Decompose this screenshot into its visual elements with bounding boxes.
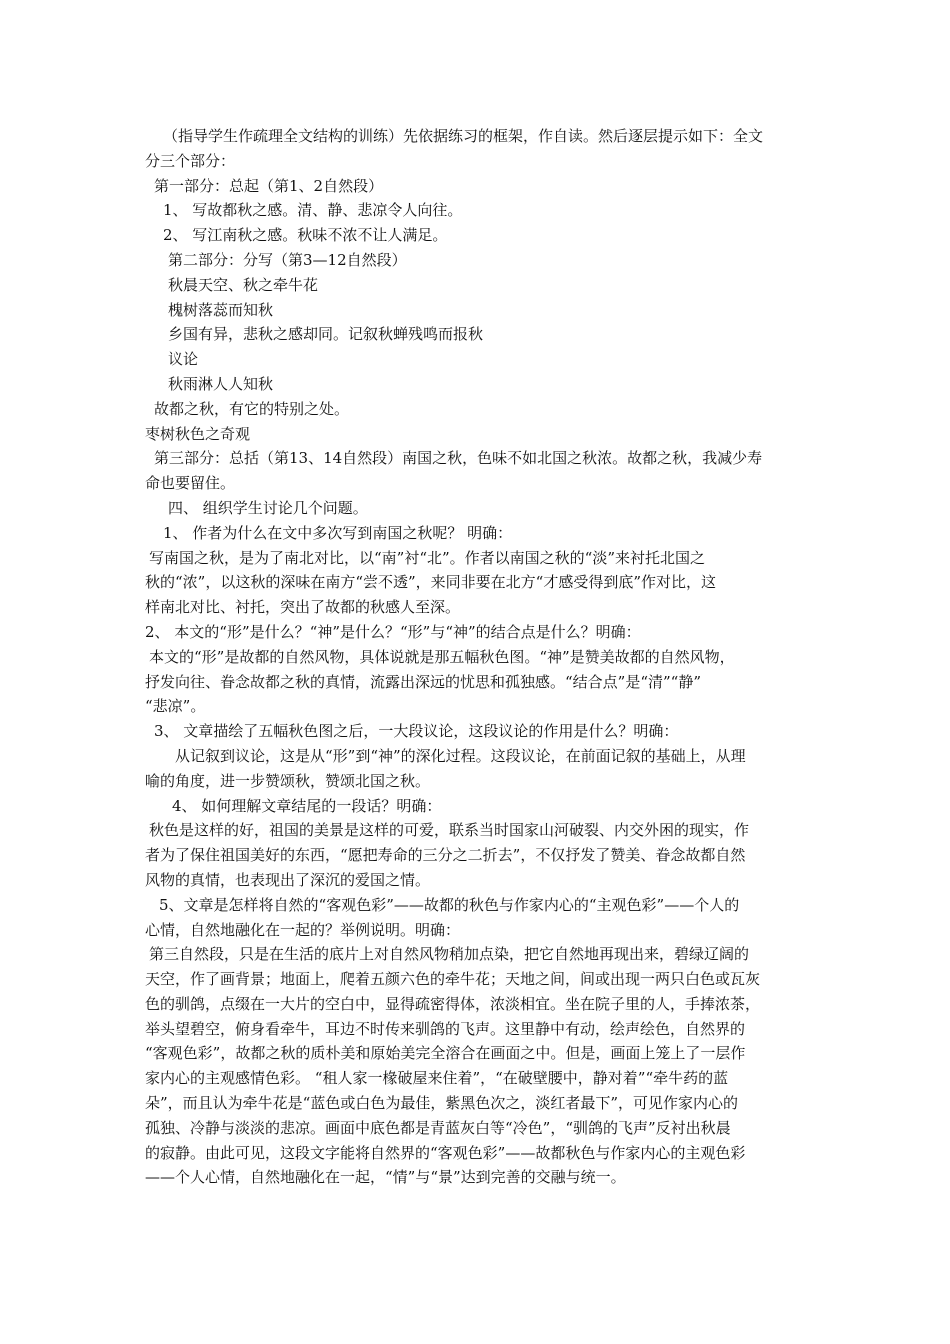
text-line: 故都之秋，有它的特别之处。 xyxy=(154,399,350,418)
text-line: 第三自然段，只是在生活的底片上对自然风物稍加点染，把它自然地再现出来，碧绿辽阔的 xyxy=(149,945,750,964)
text-line: 5、文章是怎样将自然的“客观色彩”——故都的秋色与作家内心的“主观色彩”——个人的 xyxy=(159,895,740,914)
text-line: 分三个部分： xyxy=(145,151,236,170)
text-line: 2、 写江南秋之感。秋味不浓不让人满足。 xyxy=(163,226,448,245)
text-line: 秋的“浓”，以这秋的深味在南方“尝不透”，来同非要在北方“才感受得到底”作对比，这 xyxy=(145,573,717,592)
text-line: 色的驯鸽，点缀在一大片的空白中，显得疏密得体，浓淡相宜。坐在院子里的人，手捧浓茶， xyxy=(145,994,761,1013)
text-line: 家内心的主观感情色彩。 “租人家一椽破屋来住着”，“在破壁腰中，静对着”“牵牛药的蓝 xyxy=(145,1069,729,1088)
text-line: 样南北对比、衬托，突出了故都的秋感人至深。 xyxy=(145,598,461,617)
text-line: 天空，作了画背景；地面上，爬着五颜六色的牵牛花；天地之间，间或出现一两只白色或瓦灰 xyxy=(145,970,761,989)
text-line: 秋雨淋人人知秋 xyxy=(168,374,274,393)
text-line: 槐树落蕊而知秋 xyxy=(168,300,274,319)
text-line: 秋色是这样的好，祖国的美景是这样的可爱，联系当时国家山河破裂、内交外困的现实，作 xyxy=(149,821,750,840)
text-line: 第三部分：总括（第13、14自然段）南国之秋，色味不如北国之秋浓。故都之秋，我减少寿 xyxy=(154,449,763,468)
text-line: ——个人心情，自然地融化在一起，“情”与“景”达到完善的交融与统一。 xyxy=(145,1168,626,1187)
text-line: 3、 文章描绘了五幅秋色图之后，一大段议论，这段议论的作用是什么？明确： xyxy=(154,722,679,741)
text-line: 议论 xyxy=(168,350,199,369)
text-line: “客观色彩”，故都之秋的质朴美和原始美完全溶合在画面之中。但是，画面上笼上了一层作 xyxy=(145,1044,746,1063)
text-line: 秋晨天空、秋之牵牛花 xyxy=(168,275,319,294)
text-line: 风物的真情，也表现出了深沉的爱国之情。 xyxy=(145,870,431,889)
text-line: 4、 如何理解文章结尾的一段话？明确： xyxy=(172,796,442,815)
text-line: 者为了保住祖国美好的东西，“愿把寿命的三分之二折去”，不仅抒发了赞美、眷念故都自然 xyxy=(145,846,746,865)
text-line: 2、 本文的“形”是什么？“神”是什么？“形”与“神”的结合点是什么？明确： xyxy=(145,622,641,641)
text-line: 朵”，而且认为牵牛花是“蓝色或白色为最佳，紫黑色次之，淡红者最下”，可见作家内心的 xyxy=(145,1094,739,1113)
text-line: 第二部分：分写（第3—12自然段） xyxy=(168,250,407,269)
text-line: “悲凉”。 xyxy=(145,697,206,716)
body-text xyxy=(145,124,813,1190)
text-line: 写南国之秋，是为了南北对比，以“南”衬“北”。作者以南国之秋的“淡”来衬托北国之 xyxy=(149,548,706,567)
text-line: 四、 组织学生讨论几个问题。 xyxy=(168,498,368,517)
text-line: 举头望碧空，俯身看牵牛，耳边不时传来驯鸽的飞声。这里静中有动，绘声绘色，自然界的 xyxy=(145,1019,746,1038)
text-line: 喻的角度，进一步赞颂秋，赞颂北国之秋。 xyxy=(145,771,431,790)
text-line: 1、 作者为什么在文中多次写到南国之秋呢？ 明确： xyxy=(163,523,513,542)
text-line: 从记叙到议论，这是从“形”到“神”的深化过程。这段议论，在前面记叙的基础上，从理 xyxy=(175,746,746,765)
text-line: （指导学生作疏理全文结构的训练）先依据练习的框架，作自读。然后逐层提示如下：全文 xyxy=(163,127,764,145)
text-line: 1、 写故都秋之感。清、静、悲凉令人向往。 xyxy=(163,201,463,220)
text-line: 孤独、冷静与淡淡的悲凉。画面中底色都是青蓝灰白等“冷色”，“驯鸽的飞声”反衬出秋晨 xyxy=(145,1118,731,1137)
text-line: 第一部分：总起（第1、2自然段） xyxy=(154,176,384,195)
text-line: 心情，自然地融化在一起的？举例说明。明确： xyxy=(145,920,461,939)
text-line: 本文的“形”是故都的自然风物，具体说就是那五幅秋色图。“神”是赞美故都的自然风物， xyxy=(149,647,735,666)
text-line: 的寂静。由此可见，这段文字能将自然界的“客观色彩”——故都秋色与作家内心的主观色彩 xyxy=(145,1143,746,1162)
text-line: 抒发向往、眷念故都之秋的真情，流露出深远的忧思和孤独感。“结合点”是“清”“静” xyxy=(145,672,702,691)
text-line: 乡国有异，悲秋之感却同。记叙秋蝉残鸣而报秋 xyxy=(168,325,484,344)
text-line: 命也要留住。 xyxy=(145,474,236,493)
text-line: 枣树秋色之奇观 xyxy=(145,424,251,443)
